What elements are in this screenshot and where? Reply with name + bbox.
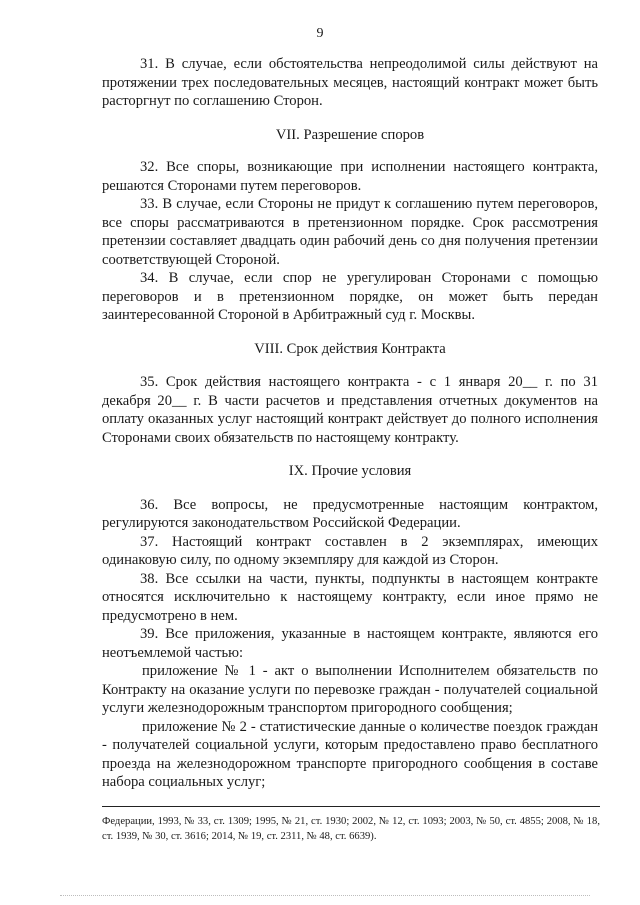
- paragraph-33: 33. В случае, если Стороны не придут к соглашению путем переговоров, все споры рассматриваются в претензионном порядке. Срок рассмотрения претензии составляет двадцать один рабочий день со дня получения претензии соответствующей Стороной.: [102, 196, 598, 268]
- paragraph-32: 32. Все споры, возникающие при исполнении настоящего контракта, решаются Сторонами путем переговоров.: [102, 159, 598, 194]
- section-heading-vii: VII. Разрешение споров: [275, 126, 425, 143]
- appendix-item-1: приложение № 1 - акт о выполнении Исполнителем обязательств по Контракту на оказание услуги по перевозке граждан - получателей социальной услуги железнодорожным транспортом пригородного сообщения;: [102, 663, 598, 716]
- scan-edge-artifact: [60, 895, 590, 896]
- appendix-item-2: приложение № 2 - статистические данные о количестве поездок граждан - получателей социальной услуги, которым предоставлено право бесплатного проезда на железнодорожном транспорте пригородного сообщения в составе набора социальных услуг;: [102, 718, 598, 790]
- section-heading-viii: VIII. Срок действия Контракта: [254, 340, 446, 357]
- paragraph-31: 31. В случае, если обстоятельства непреодолимой силы действуют на протяжении трех последовательных месяцев, настоящий контракт может быть расторгнут по соглашению Сторон.: [102, 56, 598, 109]
- paragraph-36: 36. Все вопросы, не предусмотренные настоящим контрактом, регулируются законодательством Российской Федерации.: [102, 496, 598, 531]
- footnote-text: Федерации, 1993, № 33, ст. 1309; 1995, № 21, ст. 1930; 2002, № 12, ст. 1093; 2003, № 50, ст. 4855; 2008, № 18, ст. 1939, № 30, ст. 3616; 2014, № 19, ст. 2311, № 48, ст. 6639).: [102, 816, 600, 842]
- section-heading-ix: IX. Прочие условия: [288, 463, 412, 479]
- paragraph-37: 37. Настоящий контракт составлен в 2 экземплярах, имеющих одинаковую силу, по одному экземпляру для каждой из Сторон.: [102, 533, 598, 568]
- paragraph-39: 39. Все приложения, указанные в настоящем контракте, являются его неотъемлемой частью:: [102, 626, 598, 661]
- footnote-divider: [102, 806, 600, 807]
- paragraph-38: 38. Все ссылки на части, пункты, подпункты в настоящем контракте относятся исключительно к настоящему контракту, если иное прямо не предусмотрено в нем.: [102, 570, 598, 624]
- page-content: [102, 55, 598, 792]
- paragraph-35: 35. Срок действия настоящего контракта - с 1 января 20__ г. по 31 декабря 20__ г. В части расчетов и представления отчетных документов на оплату оказанных услуг настоящий контракт действует до полного исполнения Сторонами своих обязательств по настоящему контракту.: [102, 374, 598, 446]
- page-number: 9: [316, 26, 324, 41]
- paragraph-34: 34. В случае, если спор не урегулирован Сторонами с помощью переговоров и в претензионном порядке, он может быть передан заинтересованной Стороной в Арбитражный суд г. Москвы.: [102, 270, 598, 323]
